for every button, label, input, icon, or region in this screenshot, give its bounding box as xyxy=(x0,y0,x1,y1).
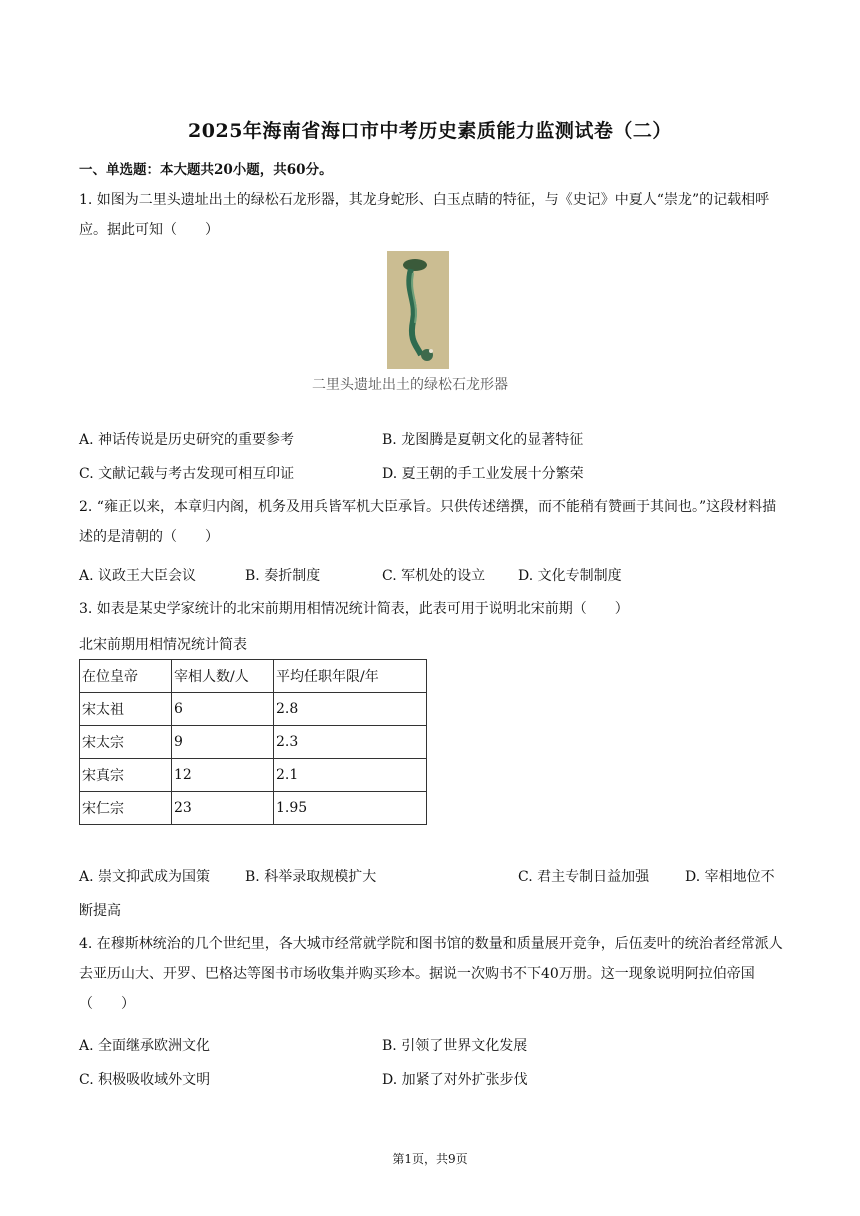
q2-option-c[interactable]: C. 军机处的设立 xyxy=(382,568,486,584)
question-2-stem: 2. “雍正以来，本章归内阁，机务及用兵皆军机大臣承旨。只供传述缮撰，而不能稍有赞画于其间也。”这段材料描述的是清朝的（ ） xyxy=(79,499,777,545)
table-cell: 12 xyxy=(172,759,274,792)
table-header-cell: 在位皇帝 xyxy=(80,660,172,693)
q4-option-c[interactable]: C. 积极吸收域外文明 xyxy=(79,1072,211,1088)
table-cell: 宋仁宗 xyxy=(80,792,172,825)
table-cell: 1.95 xyxy=(274,792,427,825)
table-cell: 2.3 xyxy=(274,726,427,759)
page-footer: 第1页，共9页 xyxy=(392,1152,468,1166)
table-cell: 宋太宗 xyxy=(80,726,172,759)
q2-option-b[interactable]: B. 奏折制度 xyxy=(245,568,321,584)
question-1-stem: 1. 如图为二里头遗址出土的绿松石龙形器，其龙身蛇形、白玉点睛的特征，与《史记》中夏人“崇龙”的记载相呼应。据此可知（ ） xyxy=(79,192,770,238)
question-4-stem: 4. 在穆斯林统治的几个世纪里，各大城市经常就学院和图书馆的数量和质量展开竞争，后伍麦叶的统治者经常派人去亚历山大、开罗、巴格达等图书市场收集并购买珍本。据说一次购书不下40万册。这一现象说明阿拉伯帝国（ ） xyxy=(79,936,783,1012)
table-cell: 宋真宗 xyxy=(80,759,172,792)
question-4-options-row-1 xyxy=(79,1035,784,1057)
table-cell: 宋太祖 xyxy=(80,693,172,726)
q4-option-b[interactable]: B. 引领了世界文化发展 xyxy=(382,1038,528,1054)
table-row xyxy=(80,759,427,792)
question-1-options-row-2 xyxy=(79,463,784,485)
q2-option-a[interactable]: A. 议政王大臣会议 xyxy=(79,568,197,584)
table-header-cell: 平均任职年限/年 xyxy=(274,660,427,693)
q1-option-b[interactable]: B. 龙图腾是夏朝文化的显著特征 xyxy=(382,432,584,448)
table-title: 北宋前期用相情况统计简表 xyxy=(79,637,247,653)
q1-option-a[interactable]: A. 神话传说是历史研究的重要参考 xyxy=(79,432,295,448)
section-heading: 一、单选题：本大题共20小题，共60分。 xyxy=(79,162,333,178)
page-title: 2025年海南省海口市中考历史素质能力监测试卷（二） xyxy=(188,120,672,142)
table-row xyxy=(80,693,427,726)
q3-option-d-tail: 断提高 xyxy=(79,903,121,919)
q1-option-c[interactable]: C. 文献记载与考古发现可相互印证 xyxy=(79,466,295,482)
table-cell: 23 xyxy=(172,792,274,825)
question-3-stem xyxy=(79,598,784,620)
table-cell: 2.8 xyxy=(274,693,427,726)
question-3-options xyxy=(79,866,784,888)
q1-option-d[interactable]: D. 夏王朝的手工业发展十分繁荣 xyxy=(382,466,584,482)
q3-option-a[interactable]: A. 崇文抑武成为国策 xyxy=(79,869,211,885)
table-row xyxy=(80,792,427,825)
table-header-row xyxy=(80,660,427,693)
table-cell: 9 xyxy=(172,726,274,759)
q3-option-b[interactable]: B. 科举录取规模扩大 xyxy=(245,869,377,885)
q4-option-d[interactable]: D. 加紧了对外扩张步伐 xyxy=(382,1072,528,1088)
question-2-options xyxy=(79,565,784,587)
q4-option-a[interactable]: A. 全面继承欧洲文化 xyxy=(79,1038,211,1054)
question-1-options-row-1 xyxy=(79,429,784,451)
table-cell: 2.1 xyxy=(274,759,427,792)
dragon-artifact-illustration xyxy=(387,251,449,369)
table-header-cell: 宰相人数/人 xyxy=(172,660,274,693)
q3-option-c[interactable]: C. 君主专制日益加强 xyxy=(518,869,650,885)
q2-option-d[interactable]: D. 文化专制制度 xyxy=(518,568,622,584)
figure-caption: 二里头遗址出土的绿松石龙形器 xyxy=(312,377,508,393)
q3-option-d[interactable]: D. 宰相地位不 xyxy=(685,869,775,885)
question-4-options-row-2 xyxy=(79,1069,784,1091)
dragon-artifact-image xyxy=(387,251,449,369)
question-3-option-d-continued xyxy=(79,900,784,922)
q3-stem-text: 3. 如表是某史学家统计的北宋前期用相情况统计简表，此表可用于说明北宋前期（ ） xyxy=(79,601,629,617)
table-cell: 6 xyxy=(172,693,274,726)
stats-table xyxy=(79,659,427,825)
table-row xyxy=(80,726,427,759)
